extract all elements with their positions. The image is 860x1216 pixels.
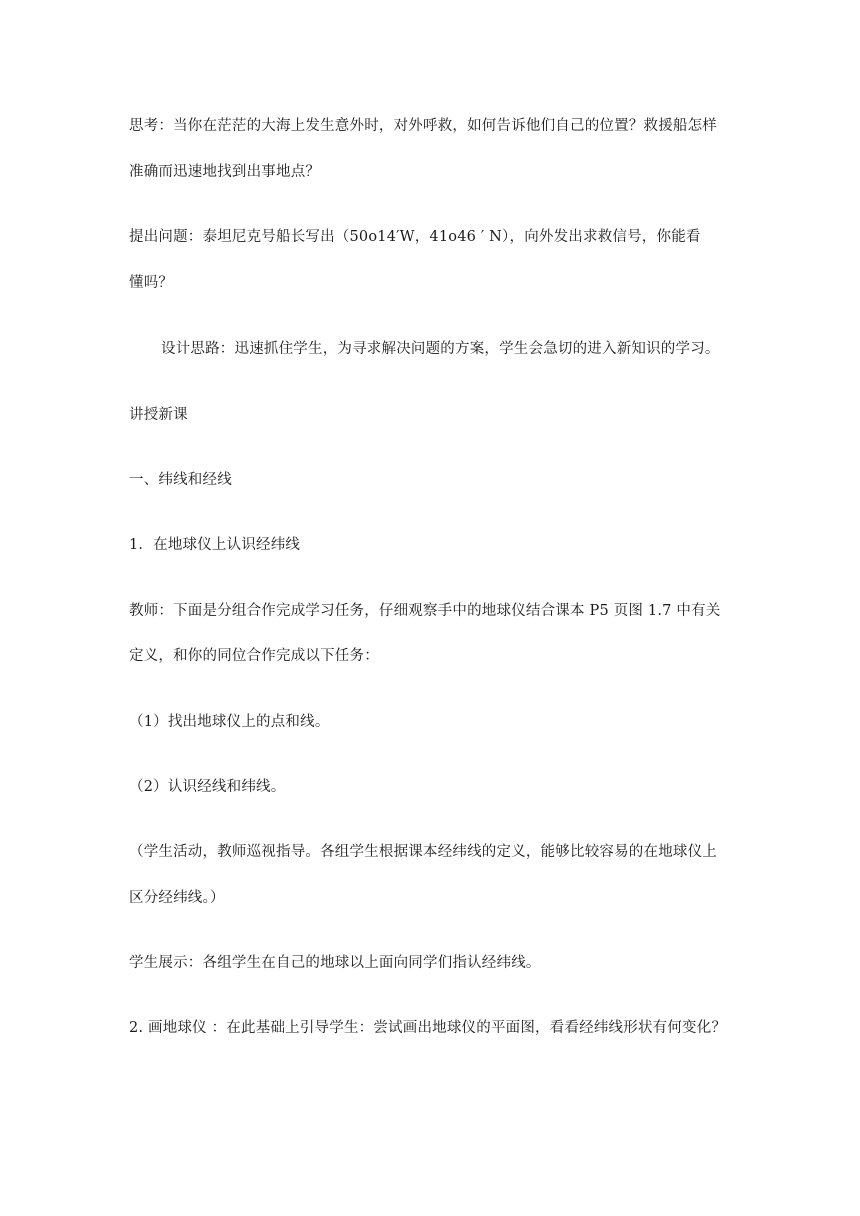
section-heading-new-lesson: 讲授新课 (129, 407, 188, 423)
task-item-1: （1）找出地球仪上的点和线。 (129, 714, 330, 730)
section-heading-latitude-longitude: 一、纬线和经线 (129, 472, 232, 488)
paragraph-teacher-line-2: 定义，和你的同位合作完成以下任务： (129, 648, 379, 664)
paragraph-think-line-1: 思考：当你在茫茫的大海上发生意外时，对外呼救，如何告诉他们自己的位置？救援船怎样 (129, 118, 717, 134)
paragraph-activity-line-1: （学生活动，教师巡视指导。各组学生根据课本经纬线的定义，能够比较容易的在地球仪上 (129, 844, 717, 860)
paragraph-design-idea: 设计思路：迅速抓住学生，为寻求解决问题的方案，学生会急切的进入新知识的学习。 (161, 341, 720, 357)
paragraph-think-line-2: 准确而迅速地找到出事地点？ (129, 164, 321, 180)
paragraph-student-display: 学生展示：各组学生在自己的地球以上面向同学们指认经纬线。 (129, 955, 541, 971)
paragraph-question-line-1: 提出问题：泰坦尼克号船长写出（50o14′W，41o46 ′ N），向外发出求救信号，你能看 (129, 229, 701, 245)
subsection-heading-draw-globe: 2. 画地球仪 ：在此基础上引导学生：尝试画出地球仪的平面图，看看经纬线形状有何变化？ (129, 1020, 727, 1036)
paragraph-question-line-2: 懂吗？ (129, 275, 174, 291)
paragraph-teacher-line-1: 教师：下面是分组合作完成学习任务，仔细观察手中的地球仪结合课本 P5 页图 1.7 中有关 (129, 603, 721, 619)
task-item-2: （2）认识经线和纬线。 (129, 779, 286, 795)
subsection-heading-globe: 1．在地球仪上认识经纬线 (129, 537, 301, 553)
paragraph-activity-line-2: 区分经纬线。） (129, 890, 225, 906)
